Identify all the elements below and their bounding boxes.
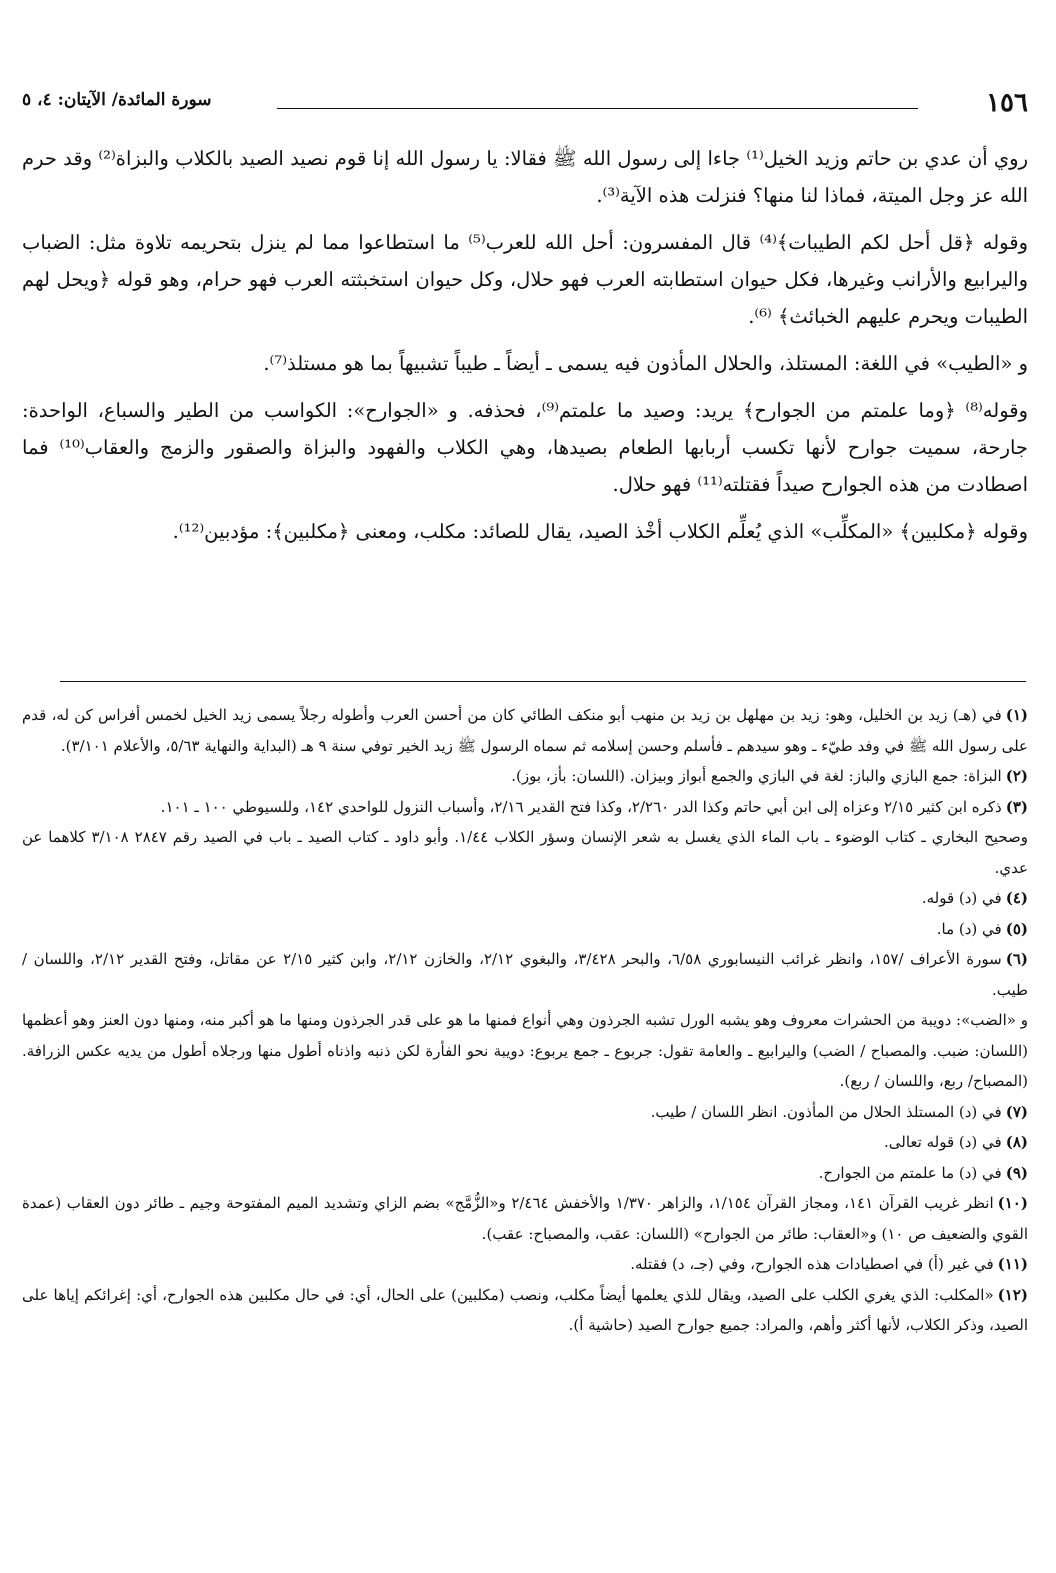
footnote bbox=[22, 914, 1028, 945]
footnote bbox=[22, 883, 1028, 914]
footnote bbox=[22, 1097, 1028, 1128]
footnote bbox=[22, 700, 1028, 761]
page-header bbox=[22, 88, 1028, 122]
footnote bbox=[22, 1158, 1028, 1189]
footnote-continuation bbox=[22, 822, 1028, 883]
footnote bbox=[22, 1188, 1028, 1249]
footnote-mark: (٥) bbox=[1005, 919, 1028, 938]
footnote-text: في غير (أ) في اصطيادات هذه الجوارح، وفي (جـ، د) فقتله. bbox=[630, 1255, 994, 1273]
footnote-text: وصحيح البخاري ـ كتاب الوضوء ـ باب الماء الذي يغسل به شعر الإنسان وسؤر الكلاب ١/٤٤. وأبو داود ـ كتاب الصيد ـ باب في الصيد رقم ٢٨٤٧ ٣/١٠٨ كلاهما عن عدي. bbox=[22, 828, 1028, 877]
footnotes bbox=[22, 700, 1028, 1341]
footnote-text: «المكلب: الذي يغري الكلب على الصيد، ويقال للذي يعلمها أيضاً مكلب، ونصب (مكلبين) على الحال، أي: في حال مكلبين هذه الجوارح، أي: إغرائكم إياها على الصيد، وذكر الكلاب، لأنها أكثر وأهم، والمراد: جميع جوارح الصيد (حاشية أ). bbox=[22, 1285, 1028, 1334]
header-rule bbox=[277, 108, 918, 109]
footnote-text: البزاة: جمع البازي والباز: لغة في البازي والجمع أبواز وبيزان. (اللسان: بأز، بوز). bbox=[511, 767, 1002, 785]
paragraph: وقوله⁽⁸⁾ ﴿وما علمتم من الجوارح﴾ يريد: وصيد ما علمتم⁽⁹⁾، فحذفه. و «الجوارح»: الكواسب من الطير والسباع، الواحدة: جارحة، سميت جوارح لأنها تكسب أربابها الطعام بصيدها، وهي الكلاب والفهود والبزاة والصقور والزمج والعقاب⁽¹⁰⁾ فما اصطادت من هذه الجوارح صيداً فقتلته⁽¹¹⁾ فهو حلال. bbox=[22, 399, 1029, 496]
footnote-mark: (٨) bbox=[1005, 1133, 1028, 1151]
footnote bbox=[22, 1127, 1028, 1158]
footnote-mark: (٣) bbox=[1005, 797, 1028, 816]
footnote-text: في (هـ) زيد بن الخليل، وهو: زيد بن مهلهل بن زيد بن منهب أبو منكف الطائي كان من أحسن العرب وأطوله رجلاً يسمى زيد الخيل لخمس أفراس كن له، قدم على رسول الله ﷺ في وفد طيّء ـ وهو سيدهم ـ فأسلم وحسن إسلامه ثم سماه الرسول ﷺ زيد الخير توفي سنة ٩ هـ (البداية والنهاية ٥/٦٣، والأعلام ٣/١٠١). bbox=[22, 706, 1028, 755]
footnote bbox=[22, 1280, 1028, 1341]
page-number: ١٥٦ bbox=[986, 88, 1028, 118]
running-title: سورة المائدة/ الآيتان: ٤، ٥ bbox=[22, 90, 212, 110]
footnote-mark: (١٠) bbox=[997, 1194, 1028, 1212]
footnote-text: في (د) قوله. bbox=[921, 889, 1002, 907]
footnote-mark: (٧) bbox=[1005, 1102, 1028, 1121]
footnote-mark: (٤) bbox=[1005, 889, 1028, 907]
paragraph: وقوله ﴿مكلبين﴾ «المكلِّب» الذي يُعلِّم الكلاب أخْذ الصيد، يقال للصائد: مكلب، ومعنى ﴿مكلبين﴾: مؤدبين⁽¹²⁾. bbox=[172, 520, 1028, 543]
footnote bbox=[22, 761, 1028, 792]
footnote-mark: (٢) bbox=[1005, 767, 1028, 785]
footnote-separator bbox=[60, 681, 1026, 682]
footnote-text: و «الضب»: دويبة من الحشرات معروف وهو يشبه الورل تشبه الجرذون وهي أنواع فمنها ما هو على قدر الجرذون ومنها ما هو أكبر منه، ومنها دون العنز وهو أعظمها (اللسان: ضبب. والمصباح / الضب) واليرابيع ـ والعامة تقول: جربوع ـ جمع يربوع: دويبة نحو الفأرة لكن ذنبه واذناه أطول منها ورجلاه أطول من يديه عكس الزرافة. (المصباح/ ربع، واللسان / ربع). bbox=[22, 1011, 1029, 1090]
footnote-mark: (١) bbox=[1005, 706, 1028, 724]
footnote-mark: (٦) bbox=[1005, 950, 1028, 968]
paragraph: و «الطيب» في اللغة: المستلذ، والحلال المأذون فيه يسمى ـ أيضاً ـ طيباً تشبيهاً بما هو مستلذ⁽⁷⁾. bbox=[263, 352, 1028, 375]
footnote bbox=[22, 1249, 1028, 1280]
footnote-continuation bbox=[22, 1005, 1028, 1097]
footnote-mark: (١٢) bbox=[997, 1285, 1028, 1304]
footnote-text: سورة الأعراف /١٥٧، وانظر غرائب النيسابوري ٦/٥٨، والبحر ٣/٤٢٨، والبغوي ٢/١٢، والخازن ٢/١٢، وابن كثير ٢/١٥ عن مقاتل، وفتح القدير ٢/١٢، واللسان / طيب. bbox=[22, 950, 1028, 999]
footnote-text: انظر غريب القرآن ١٤١، ومجاز القرآن ١/١٥٤، والزاهر ١/٣٧٠ والأخفش ٢/٤٦٤ و«الزُّمَّج» بضم الزاي وتشديد الميم المفتوحة وجيم ـ طائر دون العقاب (عمدة القوي والضعيف ص ١٠) و«العقاب: طائر من الجوارح» (اللسان: عقب، والمصباح: عقب). bbox=[22, 1194, 1028, 1243]
footnote bbox=[22, 792, 1028, 823]
footnote-text: في (د) ما. bbox=[936, 919, 1002, 938]
footnote bbox=[22, 944, 1028, 1005]
main-text bbox=[22, 140, 1028, 560]
footnote-text: في (د) المستلذ الحلال من المأذون. انظر اللسان / طيب. bbox=[650, 1102, 1002, 1121]
paragraph: روي أن عدي بن حاتم وزيد الخيل⁽¹⁾ جاءا إلى رسول الله ﷺ فقالا: يا رسول الله إنا قوم نصيد الصيد بالكلاب والبزاة⁽²⁾ وقد حرم الله عز وجل الميتة، فماذا لنا منها؟ فنزلت هذه الآية⁽³⁾. bbox=[22, 147, 1028, 207]
footnote-text: ذكره ابن كثير ٢/١٥ وعزاه إلى ابن أبي حاتم وكذا الدر ٢/٢٦٠، وكذا فتح القدير ٢/١٦، وأسباب النزول للواحدي ١٤٢، وللسيوطي ١٠٠ ـ ١٠١. bbox=[160, 797, 1002, 816]
footnote-mark: (١١) bbox=[997, 1255, 1028, 1273]
footnote-text: في (د) قوله تعالى. bbox=[884, 1133, 1002, 1151]
footnote-mark: (٩) bbox=[1005, 1163, 1028, 1182]
footnote-text: في (د) ما علمتم من الجوارح. bbox=[818, 1163, 1002, 1182]
paragraph: وقوله ﴿قل أحل لكم الطيبات﴾⁽⁴⁾ قال المفسرون: أحل الله للعرب⁽⁵⁾ ما استطاعوا مما لم ينزل بتحريمه تلاوة مثل: الضباب واليرابيع والأرانب وغيرها، فكل حيوان استطابته العرب فهو حلال، وكل حيوان استخبثته العرب فهو حرام، وهو قوله ﴿ويحل لهم الطيبات ويحرم عليهم الخبائث﴾ ⁽⁶⁾. bbox=[22, 231, 1028, 328]
